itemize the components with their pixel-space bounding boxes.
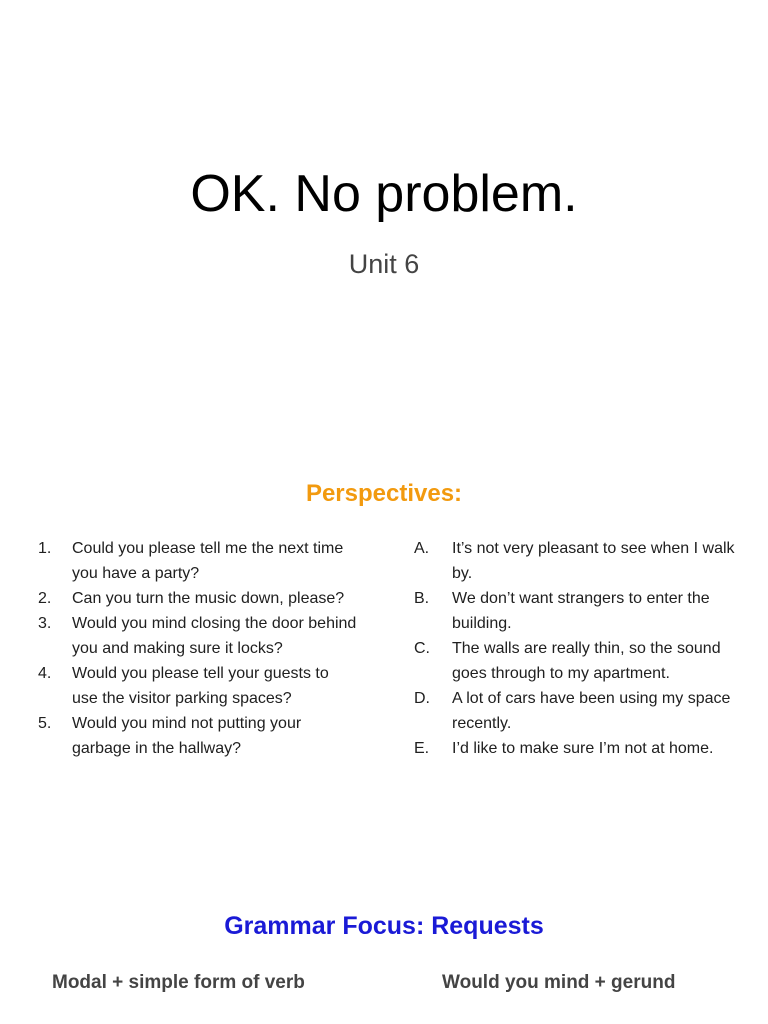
list-marker: E. (414, 740, 430, 757)
list-marker: 3. (38, 615, 52, 632)
list-item (414, 536, 744, 586)
requests-list (38, 536, 358, 761)
list-marker: 5. (38, 715, 52, 732)
list-item (414, 586, 744, 636)
list-item (414, 636, 744, 686)
list-item-text: Would you mind not putting your garbage in the hallway? (72, 715, 302, 757)
list-item (414, 686, 744, 736)
list-marker: C. (414, 640, 430, 657)
list-item-text: A lot of cars have been using my space recently. (452, 690, 731, 732)
list-item (38, 536, 358, 586)
list-item-text: The walls are really thin, so the sound goes through to my apartment. (452, 640, 721, 682)
list-marker: 4. (38, 665, 52, 682)
unit-subtitle: Unit 6 (348, 249, 420, 279)
grammar-column-right: Would you mind + gerund (442, 972, 676, 993)
list-marker: D. (414, 690, 430, 707)
list-item (38, 586, 358, 611)
list-item-text: It’s not very pleasant to see when I walk by. (452, 540, 735, 582)
page-title: OK. No problem. (190, 165, 578, 223)
list-marker: B. (414, 590, 430, 607)
list-item-text: I’d like to make sure I’m not at home. (452, 740, 714, 757)
list-item (38, 711, 358, 761)
list-item-text: We don’t want strangers to enter the building. (452, 590, 710, 632)
list-item-text: Would you mind closing the door behind you and making sure it locks? (72, 615, 357, 657)
reasons-list (414, 536, 744, 761)
list-marker: 2. (38, 590, 52, 607)
list-item-text: Can you turn the music down, please? (72, 590, 345, 607)
grammar-column-left: Modal + simple form of verb (52, 972, 305, 993)
list-item (414, 736, 744, 761)
perspectives-heading: Perspectives: (305, 480, 463, 507)
list-marker: A. (414, 540, 430, 557)
list-item (38, 611, 358, 661)
list-marker: 1. (38, 540, 52, 557)
list-item-text: Would you please tell your guests to use the visitor parking spaces? (72, 665, 329, 707)
list-item-text: Could you please tell me the next time you have a party? (72, 540, 344, 582)
list-item (38, 661, 358, 711)
grammar-focus-heading: Grammar Focus: Requests (224, 912, 544, 940)
